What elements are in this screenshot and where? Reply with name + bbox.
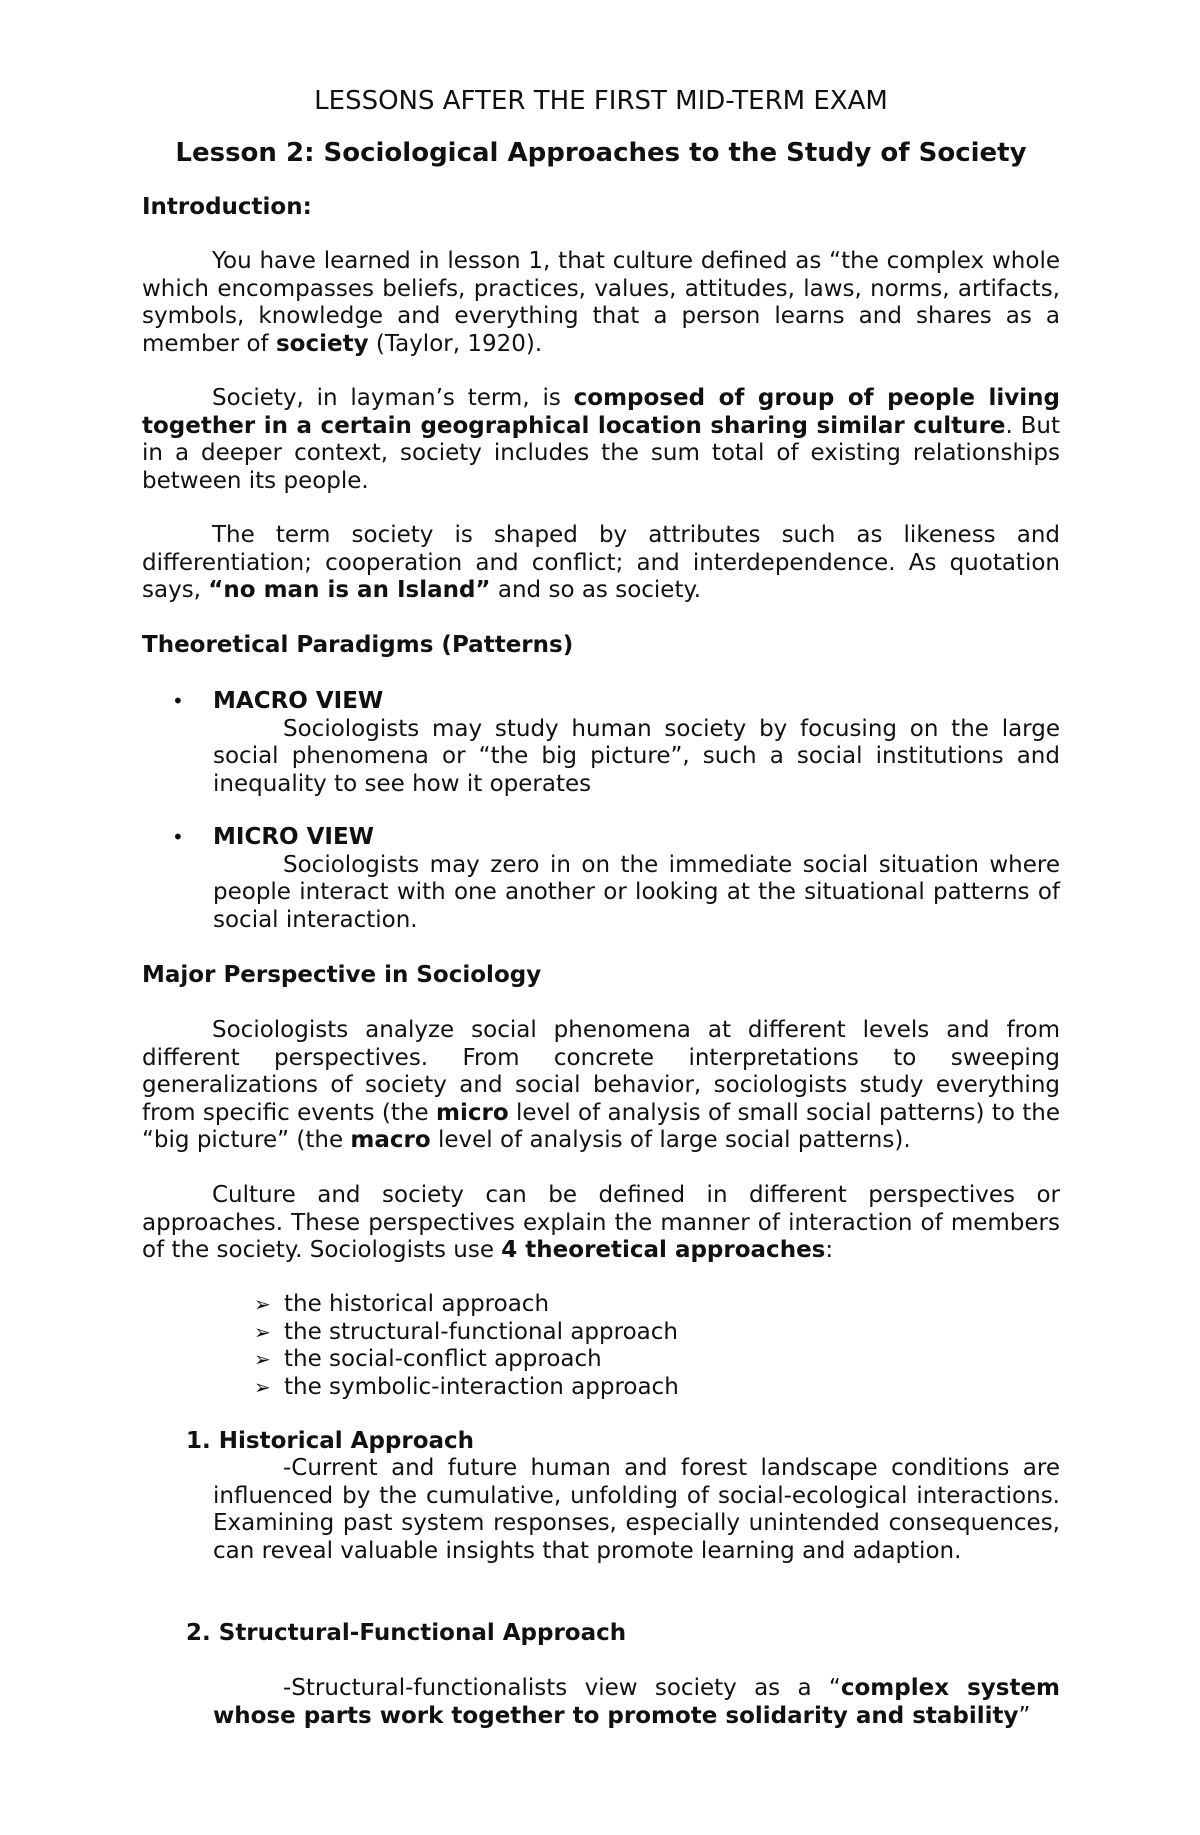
structural-functional-text: -Structural-functionalists view society as a “complex system whose parts work together to promote solidarity and stability” — [213, 1675, 1061, 1729]
main-title: LESSONS AFTER THE FIRST MID-TERM EXAM — [314, 86, 888, 116]
list-item: ➢ the structural-functional approach — [254, 1318, 678, 1345]
arrow-icon: ➢ — [254, 1319, 271, 1344]
macro-view-block — [213, 688, 1060, 798]
arrow-icon: ➢ — [254, 1347, 271, 1371]
intro-paragraph-2: Society, in layman’s term, is composed of group of people living together in a certain geographical location sharing similar culture. But in a deeper context, society includes the sum total of existing relationships between its people. — [142, 385, 1060, 494]
bullet-icon: • — [172, 825, 184, 849]
micro-view-title: MICRO VIEW — [213, 824, 375, 850]
bullet-icon: • — [172, 689, 184, 713]
structural-functional-heading: 2. Structural-Functional Approach — [186, 1620, 627, 1646]
paradigms-heading: Theoretical Paradigms (Patterns) — [142, 632, 574, 658]
macro-view-title: MACRO VIEW — [213, 688, 384, 714]
intro-paragraph-3: The term society is shaped by attributes such as likeness and differentiation; cooperation and conflict; and interdependence. As quotation says, “no man is an Island” and so as society. — [142, 522, 1060, 603]
perspective-paragraph-2: Culture and society can be defined in different perspectives or approaches. These perspectives explain the manner of interaction of members of the society. Sociologists use 4 theoretical approaches: — [142, 1182, 1060, 1263]
arrow-icon: ➢ — [254, 1292, 271, 1316]
historical-approach-heading: 1. Historical Approach — [186, 1428, 475, 1454]
intro-paragraph-1: You have learned in lesson 1, that culture defined as “the complex whole which encompasses beliefs, practices, values, attitudes, laws, norms, artifacts, symbols, knowledge and everything that a person learns and shares as a member of society (Taylor, 1920). — [142, 248, 1060, 357]
perspective-heading: Major Perspective in Sociology — [142, 962, 542, 988]
micro-view-text: Sociologists may zero in on the immediate social situation where people interact with one another or looking at the situational patterns of social interaction. — [213, 851, 1060, 933]
lesson-title: Lesson 2: Sociological Approaches to the Study of Society — [175, 138, 1027, 168]
approaches-list — [254, 1291, 954, 1401]
macro-view-text: Sociologists may study human society by focusing on the large social phenomena or “the big picture”, such a social institutions and inequality to see how it operates — [213, 715, 1060, 797]
historical-approach-text: -Current and future human and forest landscape conditions are influenced by the cumulative, unfolding of social-ecological interactions. Examining past system responses, especially unintended consequences, can reveal valuable insights that promote learning and adaption. — [213, 1455, 1060, 1564]
arrow-icon: ➢ — [254, 1374, 271, 1399]
list-item: ➢ the social-conflict approach — [254, 1346, 602, 1372]
list-item: ➢ the historical approach — [254, 1291, 550, 1317]
perspective-paragraph-1: Sociologists analyze social phenomena at different levels and from different perspectives. From concrete interpretations to sweeping generalizations of society and social behavior, sociologists study everything from specific events (the micro level of analysis of small social patterns) to the “big picture” (the macro level of analysis of large social patterns). — [142, 1017, 1060, 1153]
list-item: ➢ the symbolic-interaction approach — [254, 1373, 679, 1400]
intro-heading: Introduction: — [142, 194, 312, 220]
micro-view-block — [213, 824, 1060, 934]
